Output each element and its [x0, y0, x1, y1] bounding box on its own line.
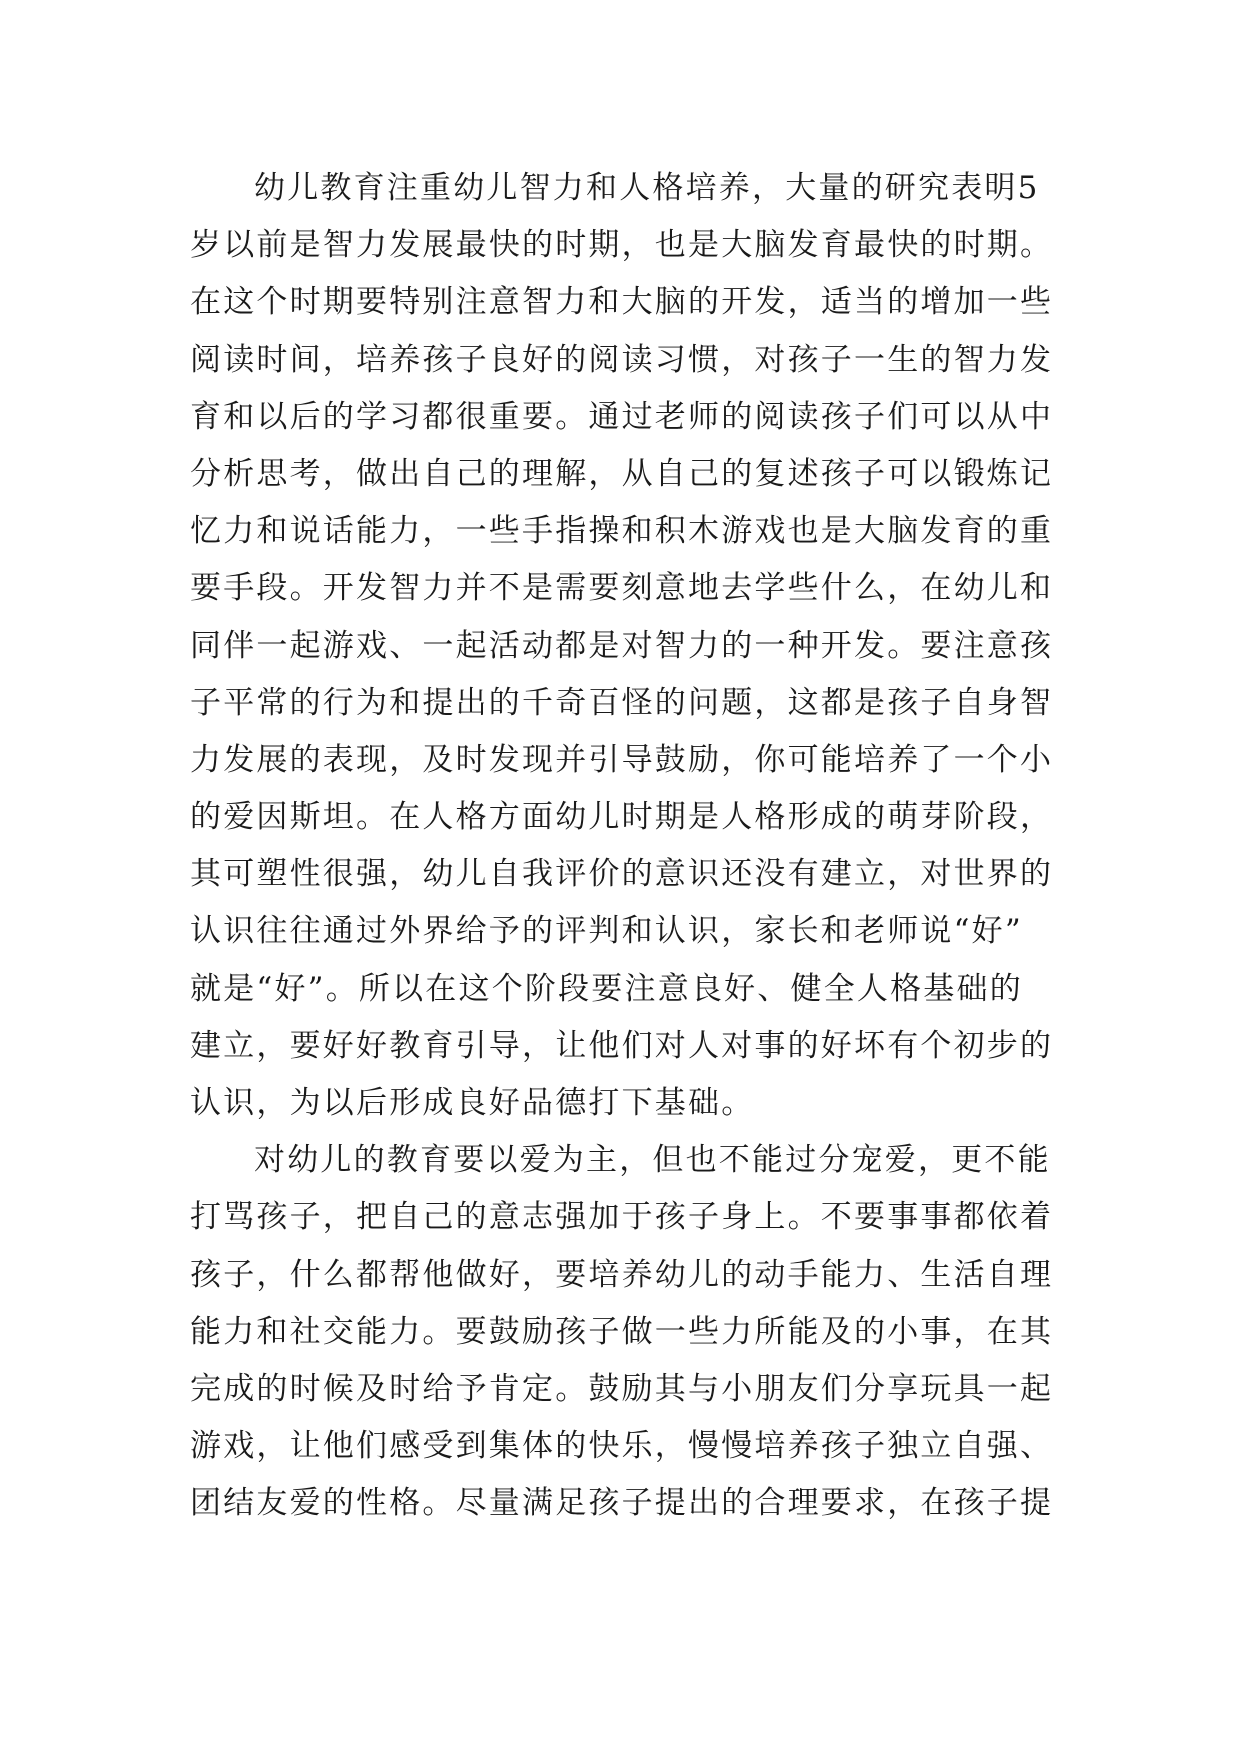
paragraph-1-line-17: 认识，为以后形成良好品德打下基础。 — [190, 1085, 755, 1121]
paragraph-2-line-5: 完成的时候及时给予肯定。鼓励其与小朋友们分享玩具一起 — [190, 1370, 1054, 1407]
paragraph-1-line-16: 建立，要好好教育引导，让他们对人对事的好坏有个初步的 — [190, 1027, 1054, 1064]
paragraph-1-line-14: 认识往往通过外界给予的评判和认识，家长和老师说“好” — [190, 913, 1023, 950]
paragraph-2-line-1: 对幼儿的教育要以爱为主，但也不能过分宠爱，更不能 — [254, 1142, 1051, 1179]
paragraph-1-line-7: 忆力和说话能力，一些手指操和积木游戏也是大脑发育的重 — [190, 513, 1054, 550]
paragraph-1-line-11: 力发展的表现，及时发现并引导鼓励，你可能培养了一个小 — [190, 741, 1054, 778]
paragraph-1-line-3: 在这个时期要特别注意智力和大脑的开发，适当的增加一些 — [190, 284, 1054, 321]
paragraph-1-line-4: 阅读时间，培养孩子良好的阅读习惯，对孩子一生的智力发 — [190, 341, 1054, 378]
paragraph-2-line-4: 能力和社交能力。要鼓励孩子做一些力所能及的小事，在其 — [190, 1313, 1054, 1350]
paragraph-1-line-8: 要手段。开发智力并不是需要刻意地去学些什么，在幼儿和 — [190, 570, 1054, 607]
document-body — [190, 160, 1070, 1533]
paragraph-1-line-6: 分析思考，做出自己的理解，从自己的复述孩子可以锻炼记 — [190, 455, 1054, 492]
paragraph-1-line-15: 就是“好”。所以在这个阶段要注意良好、健全人格基础的 — [190, 970, 1023, 1007]
paragraph-1-line-13: 其可塑性很强，幼儿自我评价的意识还没有建立，对世界的 — [190, 856, 1054, 893]
paragraph-1-line-1: 幼儿教育注重幼儿智力和人格培养，大量的研究表明5 — [254, 170, 1040, 206]
paragraph-2-line-7: 团结友爱的性格。尽量满足孩子提出的合理要求，在孩子提 — [190, 1485, 1054, 1522]
paragraph-2-line-3: 孩子，什么都帮他做好，要培养幼儿的动手能力、生活自理 — [190, 1256, 1054, 1293]
paragraph-1-line-12: 的爱因斯坦。在人格方面幼儿时期是人格形成的萌芽阶段， — [190, 799, 1054, 836]
paragraph-2-line-6: 游戏，让他们感受到集体的快乐，慢慢培养孩子独立自强、 — [190, 1428, 1054, 1465]
paragraph-1-line-10: 子平常的行为和提出的千奇百怪的问题，这都是孩子自身智 — [190, 684, 1054, 721]
paragraph-1-line-5: 育和以后的学习都很重要。通过老师的阅读孩子们可以从中 — [190, 398, 1054, 435]
paragraph-1-line-2: 岁以前是智力发展最快的时期，也是大脑发育最快的时期。 — [190, 227, 1054, 264]
paragraph-2-line-2: 打骂孩子，把自己的意志强加于孩子身上。不要事事都依着 — [190, 1199, 1054, 1236]
paragraph-1-line-9: 同伴一起游戏、一起活动都是对智力的一种开发。要注意孩 — [190, 627, 1054, 664]
